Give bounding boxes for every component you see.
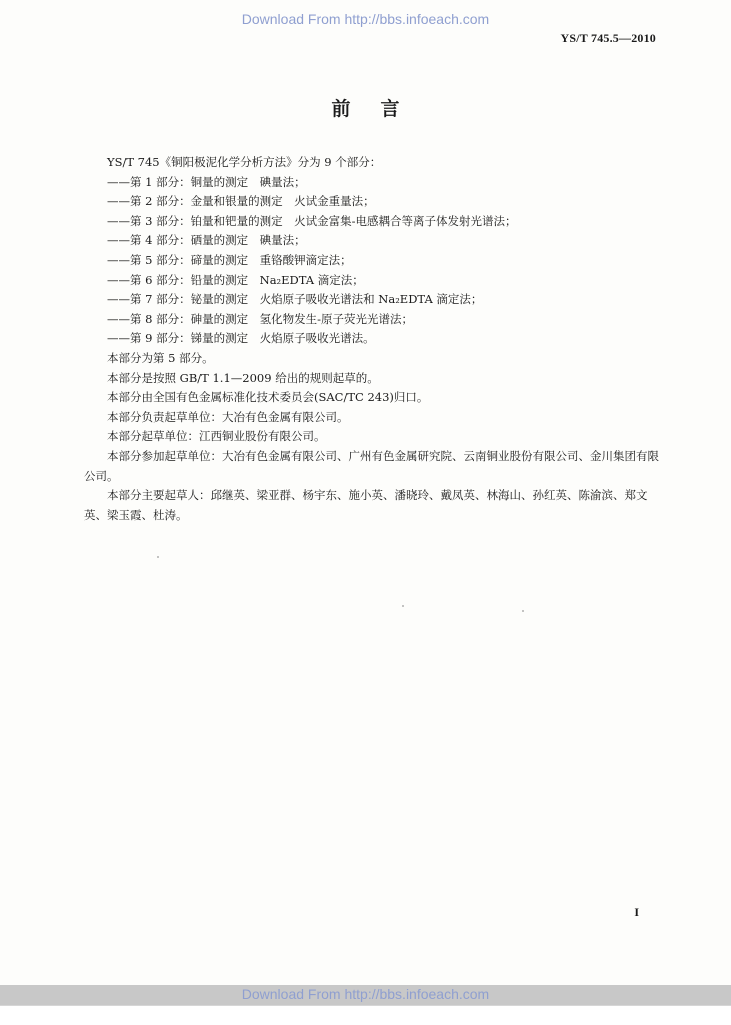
- foreword-body: [84, 153, 662, 525]
- scan-speck: [402, 605, 404, 607]
- part-list-item: ——第 9 部分：锑量的测定 火焰原子吸收光谱法。: [107, 331, 375, 346]
- intro-paragraph: YS/T 745《铜阳极泥化学分析方法》分为 9 个部分：: [107, 155, 382, 169]
- part-list-item: ——第 3 部分：铂量和钯量的测定 火试金富集-电感耦合等离子体发射光谱法；: [107, 213, 517, 228]
- scan-speck: [522, 610, 524, 612]
- lead-drafting-unit: 本部分负责起草单位：大冶有色金属有限公司。: [107, 409, 349, 424]
- watermark-bottom[interactable]: Download From http://bbs.infoeach.com: [241, 986, 490, 1002]
- drafting-rules: 本部分是按照 GB/T 1.1—2009 给出的规则起草的。: [107, 370, 379, 385]
- drafting-unit: 本部分起草单位：江西铜业股份有限公司。: [107, 429, 326, 444]
- part-list-item: ——第 4 部分：硒量的测定 碘量法；: [107, 233, 306, 248]
- page-title: 前言: [331, 98, 430, 120]
- part-list-item: ——第 7 部分：铋量的测定 火焰原子吸收光谱法和 Na₂EDTA 滴定法；: [107, 292, 483, 307]
- document-code: YS/T 745.5—2010: [560, 31, 656, 45]
- watermark-top[interactable]: Download From http://bbs.infoeach.com: [241, 11, 490, 27]
- main-drafters: 本部分主要起草人：邱继英、梁亚群、杨宇东、施小英、潘晓玲、戴凤英、林海山、孙红英、陈渝滨、郑文英、梁玉霞、杜涛。: [84, 488, 648, 522]
- part-list-item: ——第 8 部分：砷量的测定 氢化物发生-原子荧光光谱法；: [107, 311, 414, 326]
- page-number: I: [634, 905, 639, 919]
- scan-speck: [157, 556, 159, 558]
- participating-units: 本部分参加起草单位：大冶有色金属有限公司、广州有色金属研究院、云南铜业股份有限公司、金川集团有限公司。: [84, 448, 659, 483]
- part-list-item: ——第 5 部分：碲量的测定 重铬酸钾滴定法；: [107, 252, 352, 267]
- responsible-committee: 本部分由全国有色金属标准化技术委员会(SAC/TC 243)归口。: [107, 390, 429, 405]
- part-list-item: ——第 2 部分：金量和银量的测定 火试金重量法；: [107, 194, 375, 209]
- next-page-edge: [0, 1005, 731, 1025]
- part-statement: 本部分为第 5 部分。: [107, 350, 214, 365]
- part-list-item: ——第 6 部分：铅量的测定 Na₂EDTA 滴定法；: [107, 272, 364, 287]
- part-list-item: ——第 1 部分：铜量的测定 碘量法；: [107, 174, 306, 189]
